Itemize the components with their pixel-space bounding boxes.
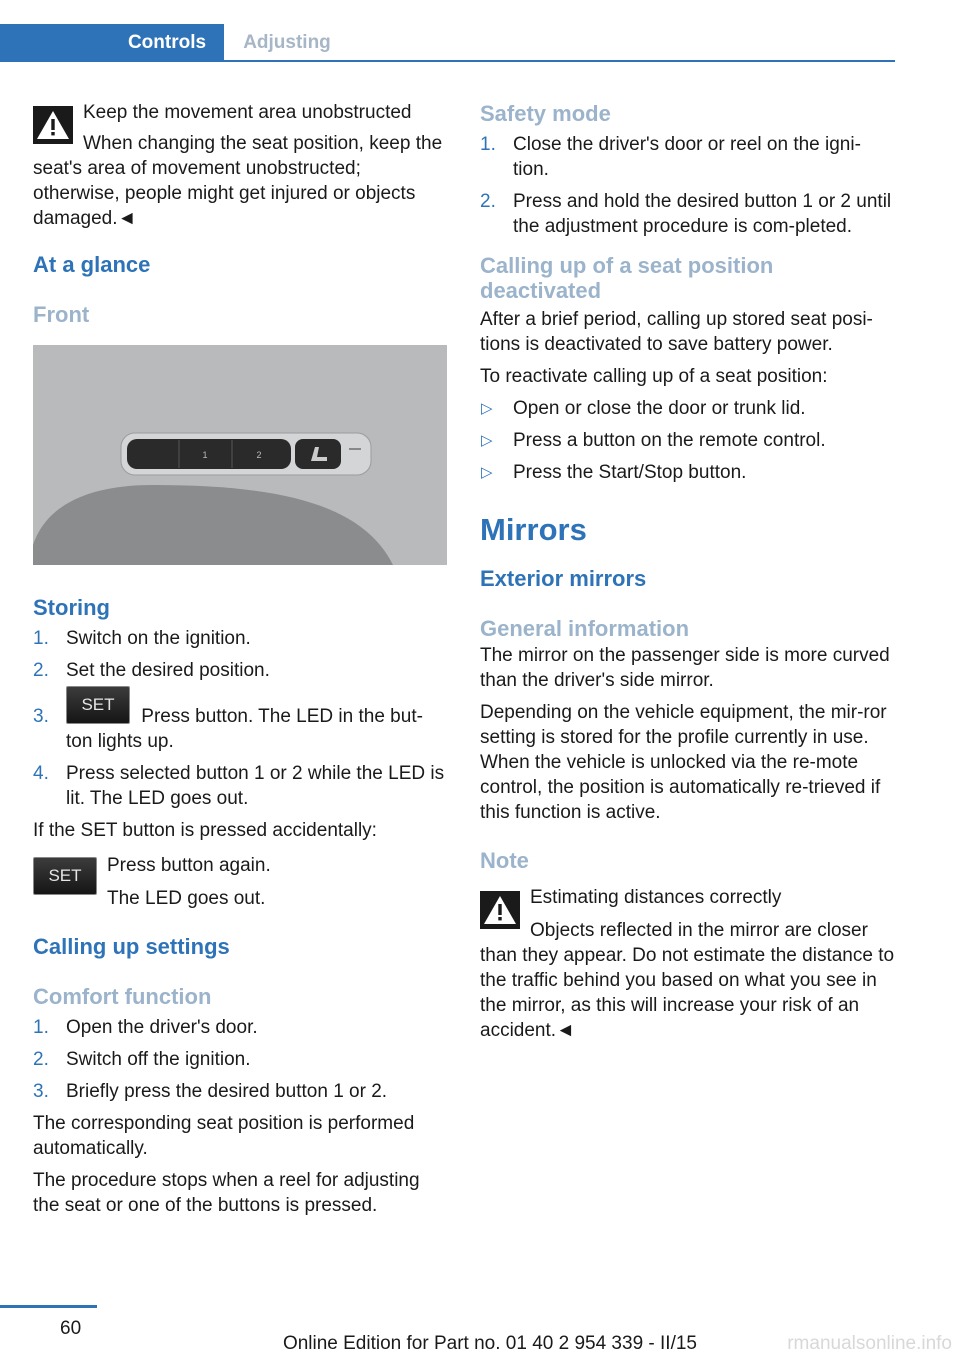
set-again-block [33,853,447,913]
bullet-triangle-icon: ▷ [481,432,493,449]
warning-icon [33,106,73,144]
list-item: 2. Set the desired position. [33,660,270,681]
tab-controls[interactable]: Controls [110,24,224,62]
header-rule [0,60,895,62]
heading-front: Front [33,302,90,327]
list-item: ▷ Open or close the door or trunk lid. [481,398,806,419]
list-item: ▷ Press the Start/Stop button. [481,462,747,483]
heading-exterior-mirrors: Exterior mirrors [480,566,647,591]
set-again-line-2: The LED goes out. [107,888,266,909]
seat-memory-buttons-photo [33,345,447,565]
bullet-triangle-icon: ▷ [481,464,493,481]
set-button-icon: SET [33,857,97,895]
set-button-icon: SET [66,686,130,724]
watermark: rmanualsonline.info [787,1333,952,1354]
list-item: 1. Open the driver's door. [33,1017,258,1038]
photo-button-1-label: 1 [202,450,208,460]
note-body: Objects reflected in the mirror are closer than they appear. Do not estimate the distance to the traffic behind you based on what you see in the mirror, as this will increase your risk of an accident.◄ [480,920,895,1041]
page-number: 60 [60,1318,82,1339]
tab-adjusting[interactable]: Adjusting [243,32,331,53]
heading-note: Note [480,848,529,873]
general-paragraph-1: The mirror on the passenger side is more curved than the driver's side mirror. [480,645,890,691]
heading-comfort-function: Comfort function [33,984,212,1009]
accidental-text: If the SET button is pressed accidentally: [33,820,377,841]
list-item: ▷ Press a button on the remote control. [481,430,826,451]
heading-safety-mode: Safety mode [480,101,611,126]
set-again-line-1: Press button again. [107,855,271,876]
list-item: 1. Switch on the ignition. [33,628,251,649]
list-item: 2. Press and hold the desired button 1 or 2 until the adjustment procedure is com-pleted. [480,191,892,237]
deactivated-paragraph-1: After a brief period, calling up stored seat posi-tions is deactivated to save battery power. [480,309,873,355]
comfort-paragraph-2: The procedure stops when a reel for adjusting the seat or one of the buttons is pressed. [33,1170,420,1216]
left-column [33,100,447,1225]
list-item: 1. Close the driver's door or reel on the igni-tion. [480,134,861,180]
storing-steps [33,626,447,811]
warning-block [33,100,447,125]
heading-storing: Storing [33,595,110,620]
reactivate-bullets [480,396,895,485]
list-item: 3. SET Press button. The LED in the but- ton lights up. [33,690,447,754]
heading-calling-up-settings: Calling up settings [33,934,230,959]
note-title: Estimating distances correctly [530,887,782,908]
safety-steps [480,132,895,239]
right-column [480,100,895,1050]
list-item: 4. Press selected button 1 or 2 while the LED is lit. The LED goes out. [33,763,445,809]
heading-deactivated: Calling up of a seat position deactivated [480,253,774,303]
edition-footer: Online Edition for Part no. 01 40 2 954 339 - II/15 [282,1333,697,1354]
door-panel-illustration [33,345,447,565]
heading-general-information: General information [480,616,690,641]
deactivated-paragraph-2: To reactivate calling up of a seat position: [480,366,828,387]
note-warning-block [480,885,895,910]
comfort-paragraph-1: The corresponding seat position is performed automatically. [33,1113,415,1159]
photo-button-2-label: 2 [256,450,262,460]
warning-body: When changing the seat position, keep the seat's area of movement unobstructed; otherwise, people might get injured or objects damaged.◄ [33,133,443,229]
comfort-steps [33,1015,447,1104]
heading-mirrors: Mirrors [480,512,587,547]
heading-at-a-glance: At a glance [33,252,151,277]
list-item: 3. Briefly press the desired button 1 or 2. [33,1081,388,1102]
bullet-triangle-icon: ▷ [481,400,493,417]
warning-title: Keep the movement area unobstructed [83,102,412,123]
warning-icon [480,891,520,929]
general-paragraph-2: Depending on the vehicle equipment, the mir-ror setting is stored for the profile currently in use. When the vehicle is unlocked via the re-mote control, the position is automatically re-trieved if this function is active. [480,702,887,823]
list-item: 2. Switch off the ignition. [33,1049,251,1070]
footer-rule [0,1305,97,1308]
